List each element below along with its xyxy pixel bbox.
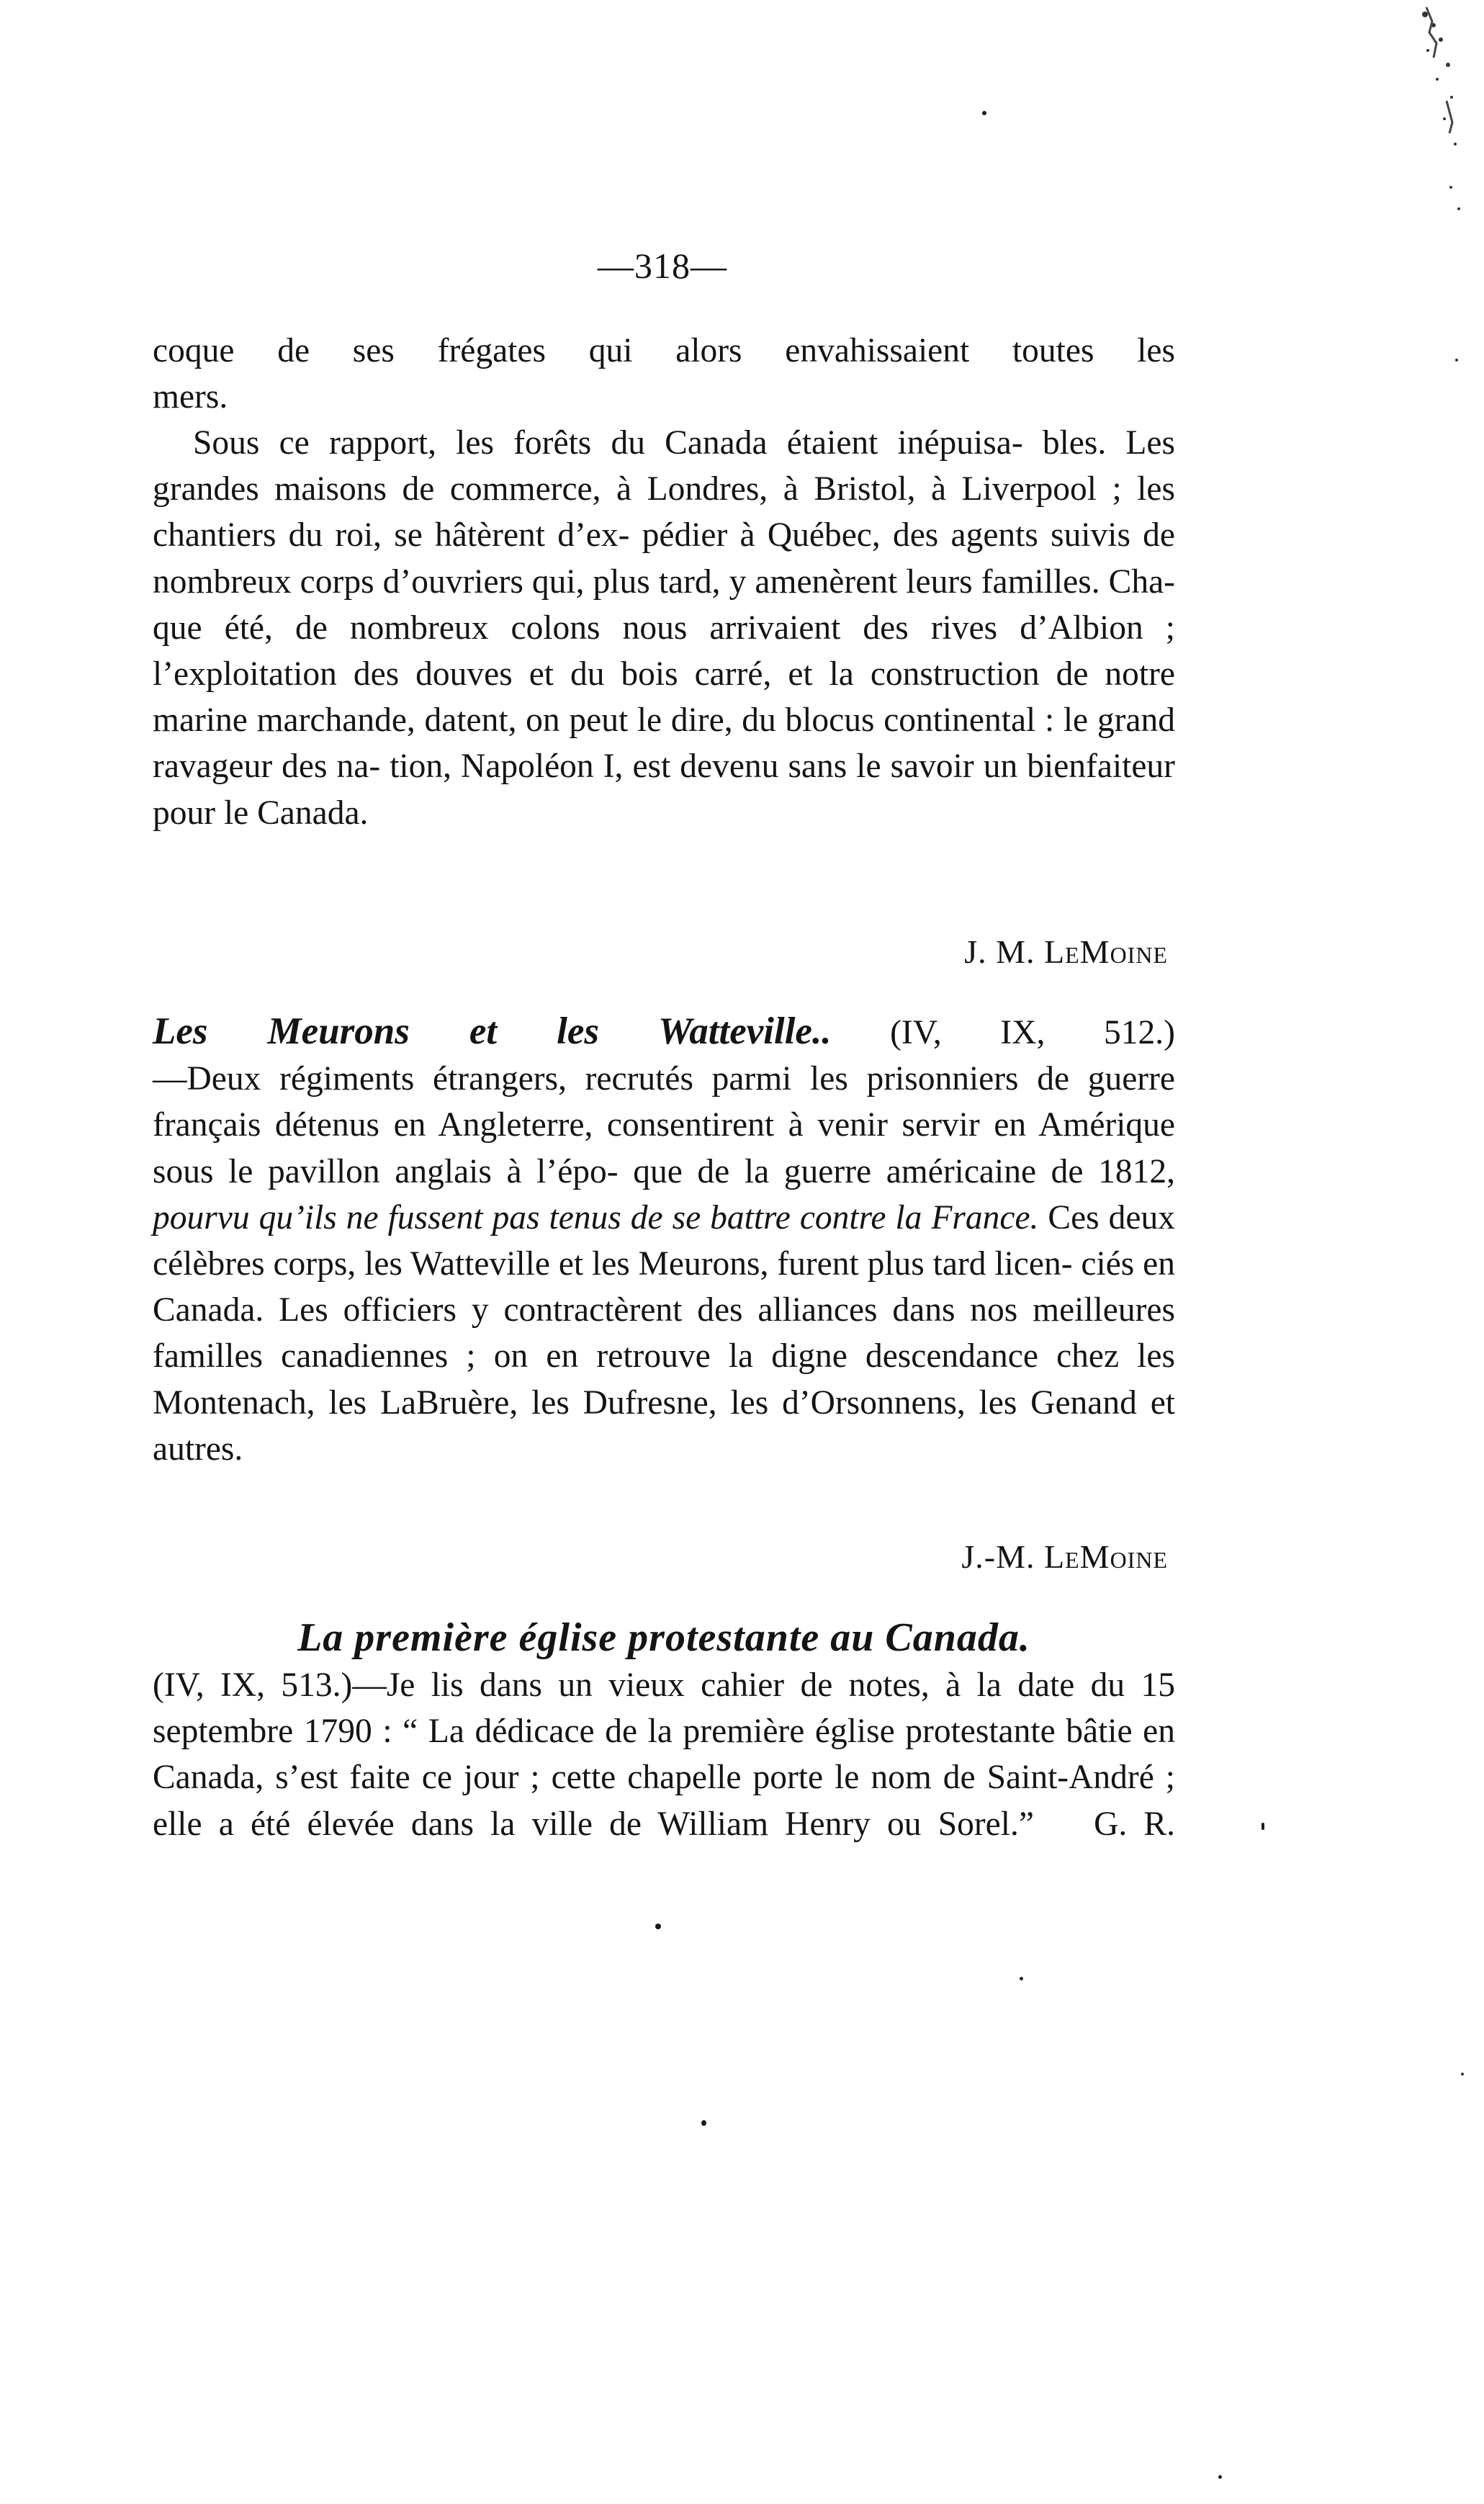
speck-4	[1020, 1977, 1023, 1980]
section-eglise-text: (IV, IX, 513.)—Je lis dans un vieux cahier de notes, à la date du 15 septembre 1790 : “ La dédicace de la première église protestante bâtie en Canada, s’est faite ce jour ; cette chapelle porte le nom de Saint-André ; elle a été élevée dans la ville de William Henry ou Sorel.”	[153, 1666, 1175, 1843]
section-eglise-signature: G. R.	[1094, 1805, 1175, 1843]
signature-lemoine-2-block	[153, 1534, 1175, 1580]
section-eglise-title: La première église protestante au Canada.	[297, 1615, 1030, 1660]
section-meurons-title: Les Meurons et les Watteville..	[153, 1010, 832, 1052]
continuation-paragraph	[153, 328, 1175, 420]
page-number: —318—	[598, 246, 727, 286]
scan-edge-artifact	[1419, 0, 1484, 2504]
speck-1	[982, 111, 986, 115]
speck-5	[1218, 2475, 1222, 2479]
paragraph-forests-text: Sous ce rapport, les forêts du Canada étaient inépuisa- bles. Les grandes maisons de commerce, à Londres, à Bristol, à Liverpool ; les chantiers du roi, se hâtèrent d’ex- pédier à Québec, des agents suivis de nombreux corps d’ouvriers qui, plus tard, y amenèrent leurs familles. Cha- que été, de nombreux colons nous arrivaient des rives d’Albion ; l’exploitation des douves et du bois carré, et la construction de notre marine marchande, datent, on peut le dire, du blocus continental : le grand ravageur des na- tion, Napoléon I, est devenu sans le savoir un bienfaiteur pour le Canada.	[153, 424, 1175, 832]
section-eglise	[153, 1613, 1175, 1847]
signature-lemoine-1-block	[153, 929, 1175, 975]
section-meurons-ref: (IV, IX, 512.)	[890, 1014, 1176, 1051]
continuation-line-1: coque de ses frégates qui alors envahissaient toutes les	[153, 332, 1175, 369]
section-meurons	[153, 1008, 1175, 1472]
continuation-line-2: mers.	[153, 378, 228, 416]
section-meurons-italic: pourvu qu’ils ne fussent pas tenus de se battre contre la France.	[153, 1198, 1039, 1237]
speck-3	[701, 2120, 706, 2126]
section-eglise-body	[153, 1662, 1175, 1847]
paragraph-forests	[153, 420, 1175, 836]
section-meurons-text-2: Ces deux célèbres corps, les Watteville et les Meurons, furent plus tard licen- ciés en Canada. Les officiers y contractèrent des alliances dans nos meilleures familles canadiennes ; on en retrouve la digne descendance chez les Montenach, les LaBruère, les Dufresne, les d’Orsonnens, les Genand et autres.	[153, 1198, 1175, 1468]
section-meurons-text-1: —Deux régiments étrangers, recrutés parmi les prisonniers de guerre français détenus en Angleterre, consentirent à venir servir en Amérique sous le pavillon anglais à l’épo- que de la guerre américaine de 1812,	[153, 1060, 1175, 1190]
section-meurons-heading-line	[153, 1008, 1175, 1056]
speck-6	[1262, 1823, 1264, 1830]
signature-lemoine-2: J.-M. LeMoine	[961, 1538, 1168, 1575]
speck-2	[655, 1924, 661, 1929]
signature-lemoine-1: J. M. LeMoine	[964, 933, 1168, 970]
section-meurons-body	[153, 1056, 1175, 1472]
